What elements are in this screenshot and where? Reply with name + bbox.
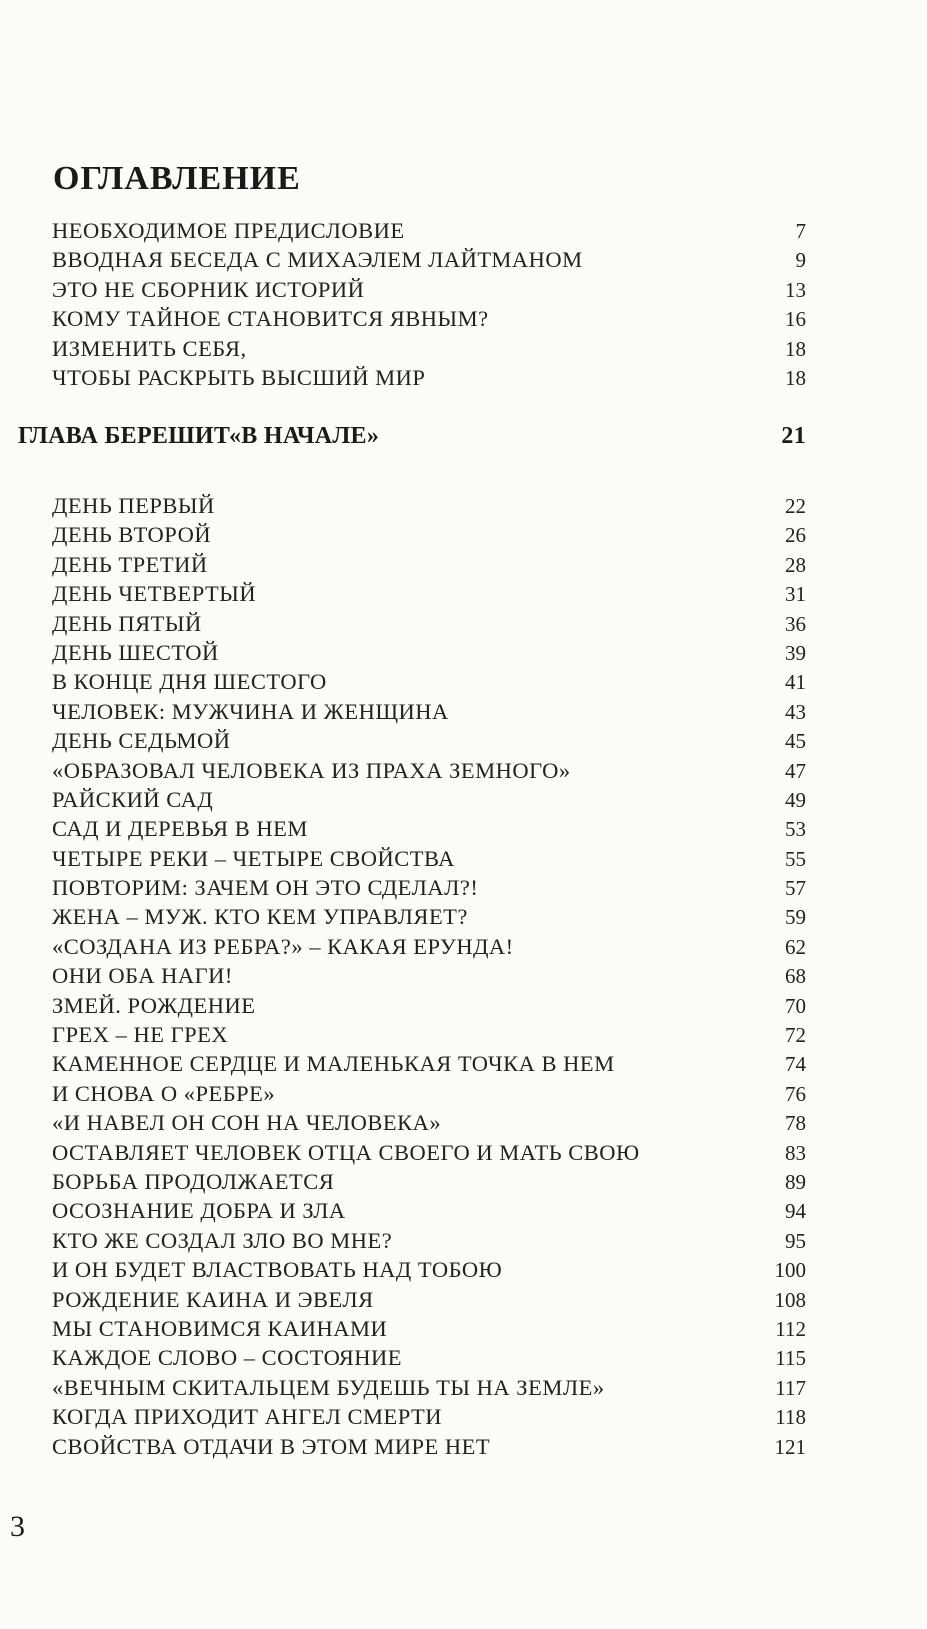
toc-entry [52, 218, 806, 247]
toc-entry [52, 247, 806, 276]
toc-entry [52, 846, 806, 875]
toc-entry [52, 699, 806, 728]
toc-entry-page: 57 [785, 876, 806, 901]
toc-entry [52, 1110, 806, 1139]
toc-entry [52, 758, 806, 787]
toc-entry-label: КОГДА ПРИХОДИТ АНГЕЛ СМЕРТИ [52, 1404, 443, 1430]
toc-entry [52, 1081, 806, 1110]
toc-entry [52, 1434, 806, 1463]
chapter-entries [52, 493, 806, 1463]
toc-entry-page: 43 [785, 699, 806, 724]
toc-entry-label: И ОН БУДЕТ ВЛАСТВОВАТЬ НАД ТОБОЮ [52, 1257, 503, 1283]
toc-entry-page: 89 [785, 1169, 806, 1194]
toc-entry-label: НЕОБХОДИМОЕ ПРЕДИСЛОВИЕ [52, 218, 405, 243]
toc-entry [52, 1316, 806, 1345]
toc-entry-label: ЧЕТЫРЕ РЕКИ – ЧЕТЫРЕ СВОЙСТВА [52, 845, 455, 871]
toc-entry-label: ВВОДНАЯ БЕСЕДА С МИХАЭЛЕМ ЛАЙТМАНОМ [52, 247, 583, 273]
toc-entry-label: В КОНЦЕ ДНЯ ШЕСТОГО [52, 669, 327, 695]
toc-entry-page: 16 [785, 307, 806, 332]
toc-entry-page: 9 [795, 248, 806, 273]
toc-entry [52, 1169, 806, 1198]
toc-entry [52, 1257, 806, 1286]
toc-entry-page: 108 [774, 1287, 806, 1312]
toc-entry-page: 76 [785, 1081, 806, 1106]
toc-entry-page: 22 [785, 494, 806, 518]
toc-entry-label: КАМЕННОЕ СЕРДЦЕ И МАЛЕНЬКАЯ ТОЧКА В НЕМ [52, 1051, 615, 1077]
toc-entry [52, 728, 806, 757]
toc-entry-label: ЭТО НЕ СБОРНИК ИСТОРИЙ [52, 276, 365, 302]
toc-entry-page: 7 [795, 219, 806, 243]
toc-entry-page: 26 [785, 523, 806, 548]
toc-entry-page: 18 [785, 336, 806, 361]
toc-entry-label: ЗМЕЙ. РОЖДЕНИЕ [52, 992, 256, 1018]
toc-entry-label: РАЙСКИЙ САД [52, 786, 214, 812]
toc-entry-page: 39 [785, 640, 806, 665]
toc-entry-page: 47 [785, 758, 806, 783]
toc-entry [52, 336, 806, 365]
toc-entry [52, 1375, 806, 1404]
chapter-heading [18, 423, 806, 450]
toc-entry [52, 581, 806, 610]
toc-entry [52, 993, 806, 1022]
toc-entry-label: ДЕНЬ ВТОРОЙ [52, 522, 212, 548]
toc-entry-label: МЫ СТАНОВИМСЯ КАИНАМИ [52, 1315, 388, 1341]
toc-entry [52, 277, 806, 306]
toc-entry-page: 72 [785, 1023, 806, 1048]
toc-entry [52, 934, 806, 963]
toc-entry-page: 49 [785, 787, 806, 812]
toc-entry-page: 74 [785, 1052, 806, 1077]
toc-entry-page: 94 [785, 1199, 806, 1224]
toc-entry-label: ДЕНЬ ШЕСТОЙ [52, 639, 219, 665]
toc-entry [52, 1140, 806, 1169]
toc-entry [52, 1287, 806, 1316]
toc-entry [52, 963, 806, 992]
chapter-page: 21 [781, 423, 806, 449]
toc-entry [52, 640, 806, 669]
toc-entry [52, 1051, 806, 1080]
toc-entry-page: 59 [785, 905, 806, 930]
toc-entry-label: СВОЙСТВА ОТДАЧИ В ЭТОМ МИРЕ НЕТ [52, 1433, 491, 1459]
toc-entry-page: 41 [785, 670, 806, 695]
toc-entry-label: КОМУ ТАЙНОЕ СТАНОВИТСЯ ЯВНЫМ? [52, 306, 489, 332]
toc-entry [52, 611, 806, 640]
toc-entry-page: 55 [785, 846, 806, 871]
toc-entry-label: ДЕНЬ СЕДЬМОЙ [52, 728, 231, 754]
toc-entry-page: 115 [775, 1346, 806, 1371]
toc-entry-page: 36 [785, 611, 806, 636]
toc-entry-label: ДЕНЬ ПЕРВЫЙ [52, 493, 215, 518]
toc-entry-label: ПОВТОРИМ: ЗАЧЕМ ОН ЭТО СДЕЛАЛ?! [52, 875, 479, 901]
toc-entry [52, 365, 806, 394]
toc-entry-page: 121 [774, 1434, 806, 1459]
toc-entry-page: 117 [775, 1375, 806, 1400]
toc-entry-page: 112 [775, 1316, 806, 1341]
intro-entries [52, 218, 806, 394]
toc-entry-label: И СНОВА О «РЕБРЕ» [52, 1080, 276, 1106]
toc-entry-label: ОНИ ОБА НАГИ! [52, 963, 233, 989]
toc-entry-page: 13 [785, 277, 806, 302]
toc-entry-page: 31 [785, 582, 806, 607]
toc-entry-page: 68 [785, 964, 806, 989]
toc-entry [52, 787, 806, 816]
toc-entry-label: ОСТАВЛЯЕТ ЧЕЛОВЕК ОТЦА СВОЕГО И МАТЬ СВОЮ [52, 1139, 640, 1165]
toc-entry [52, 522, 806, 551]
toc-entry-page: 70 [785, 993, 806, 1018]
toc-entry [52, 875, 806, 904]
chapter-label: ГЛАВА БЕРЕШИТ«В НАЧАЛЕ» [18, 423, 380, 449]
toc-entry [52, 306, 806, 335]
toc-entry-label: «СОЗДАНА ИЗ РЕБРА?» – КАКАЯ ЕРУНДА! [52, 933, 514, 959]
toc-entry-label: ИЗМЕНИТЬ СЕБЯ, [52, 335, 247, 361]
toc-entry-page: 83 [785, 1140, 806, 1165]
toc-entry-label: ГРЕХ – НЕ ГРЕХ [52, 1022, 229, 1048]
toc-entry-page: 95 [785, 1228, 806, 1253]
toc-entry-label: «ОБРАЗОВАЛ ЧЕЛОВЕКА ИЗ ПРАХА ЗЕМНОГО» [52, 757, 571, 783]
toc-entry-label: КАЖДОЕ СЛОВО – СОСТОЯНИЕ [52, 1345, 402, 1371]
toc-entry-page: 18 [785, 365, 806, 390]
toc-entry [52, 1404, 806, 1433]
toc-entry-label: ЧТОБЫ РАСКРЫТЬ ВЫСШИЙ МИР [52, 364, 426, 390]
toc-entry [52, 493, 806, 522]
toc-entry-page: 62 [785, 934, 806, 959]
toc-entry-label: САД И ДЕРЕВЬЯ В НЕМ [52, 816, 308, 842]
toc-entry-page: 53 [785, 817, 806, 842]
toc-entry-label: КТО ЖЕ СОЗДАЛ ЗЛО ВО МНЕ? [52, 1227, 393, 1253]
toc-entry [52, 1228, 806, 1257]
toc-entry-label: РОЖДЕНИЕ КАИНА И ЭВЕЛЯ [52, 1286, 374, 1312]
toc-entry [52, 904, 806, 933]
toc-entry-label: ДЕНЬ ЧЕТВЕРТЫЙ [52, 581, 257, 607]
toc-entry-label: БОРЬБА ПРОДОЛЖАЕТСЯ [52, 1168, 335, 1194]
toc-entry-page: 28 [785, 552, 806, 577]
toc-entry-label: «И НАВЕЛ ОН СОН НА ЧЕЛОВЕКА» [52, 1110, 442, 1136]
toc-entry [52, 1345, 806, 1374]
toc-entry-label: ЧЕЛОВЕК: МУЖЧИНА И ЖЕНЩИНА [52, 698, 449, 724]
toc-entry-label: «ВЕЧНЫМ СКИТАЛЬЦЕМ БУДЕШЬ ТЫ НА ЗЕМЛЕ» [52, 1374, 605, 1400]
toc-entry-label: ОСОЗНАНИЕ ДОБРА И ЗЛА [52, 1198, 346, 1224]
toc-entry-page: 118 [775, 1405, 806, 1430]
toc-entry-page: 78 [785, 1111, 806, 1136]
toc-entry-label: ЖЕНА – МУЖ. КТО КЕМ УПРАВЛЯЕТ? [52, 904, 468, 930]
toc-entry [52, 552, 806, 581]
toc-entry [52, 816, 806, 845]
toc-entry-page: 100 [774, 1258, 806, 1283]
toc-entry [52, 669, 806, 698]
page-number: 3 [10, 1510, 25, 1543]
toc-entry-page: 45 [785, 729, 806, 754]
toc-entry-label: ДЕНЬ ПЯТЫЙ [52, 610, 202, 636]
toc-entry [52, 1022, 806, 1051]
toc-entry-label: ДЕНЬ ТРЕТИЙ [52, 551, 208, 577]
toc-title: ОГЛАВЛЕНИЕ [53, 160, 301, 197]
toc-entry [52, 1198, 806, 1227]
